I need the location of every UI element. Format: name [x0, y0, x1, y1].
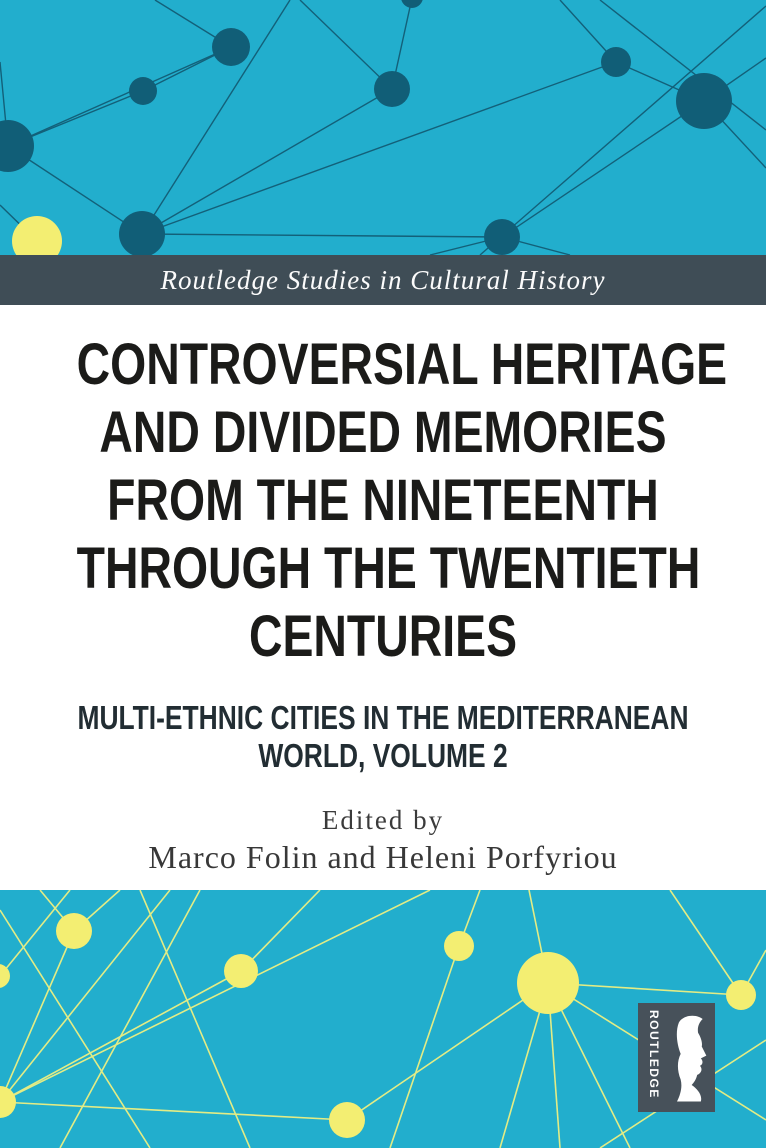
- editor-names: Marco Folin and Heleni Porfyriou: [148, 839, 618, 875]
- top-yellow-node: [12, 216, 62, 255]
- book-title: [76, 331, 728, 671]
- title-line: CONTROVERSIAL HERITAGE: [76, 332, 728, 397]
- top-network-band: [0, 0, 766, 255]
- network-art-top-icon: [0, 0, 766, 255]
- routledge-logo: [638, 1003, 715, 1112]
- title-line: AND DIVIDED MEMORIES: [99, 400, 667, 465]
- subtitle-line: WORLD, VOLUME 2: [258, 737, 508, 774]
- series-band: [0, 255, 766, 305]
- title-line: FROM THE NINETEENTH: [107, 468, 659, 533]
- top-network-lines: [0, 0, 766, 255]
- routledge-colophon-icon: [666, 1009, 710, 1106]
- top-network-nodes: [0, 0, 732, 255]
- title-line: CENTURIES: [248, 604, 518, 669]
- routledge-logo-text: ROUTLEDGE: [647, 1010, 661, 1099]
- title-line: THROUGH THE TWENTIETH: [76, 536, 701, 601]
- subtitle-line: MULTI-ETHNIC CITIES IN THE MEDITERRANEAN: [77, 699, 689, 736]
- edited-by-label: Edited by: [321, 805, 445, 835]
- series-title: Routledge Studies in Cultural History: [160, 265, 606, 295]
- book-subtitle: [77, 699, 690, 775]
